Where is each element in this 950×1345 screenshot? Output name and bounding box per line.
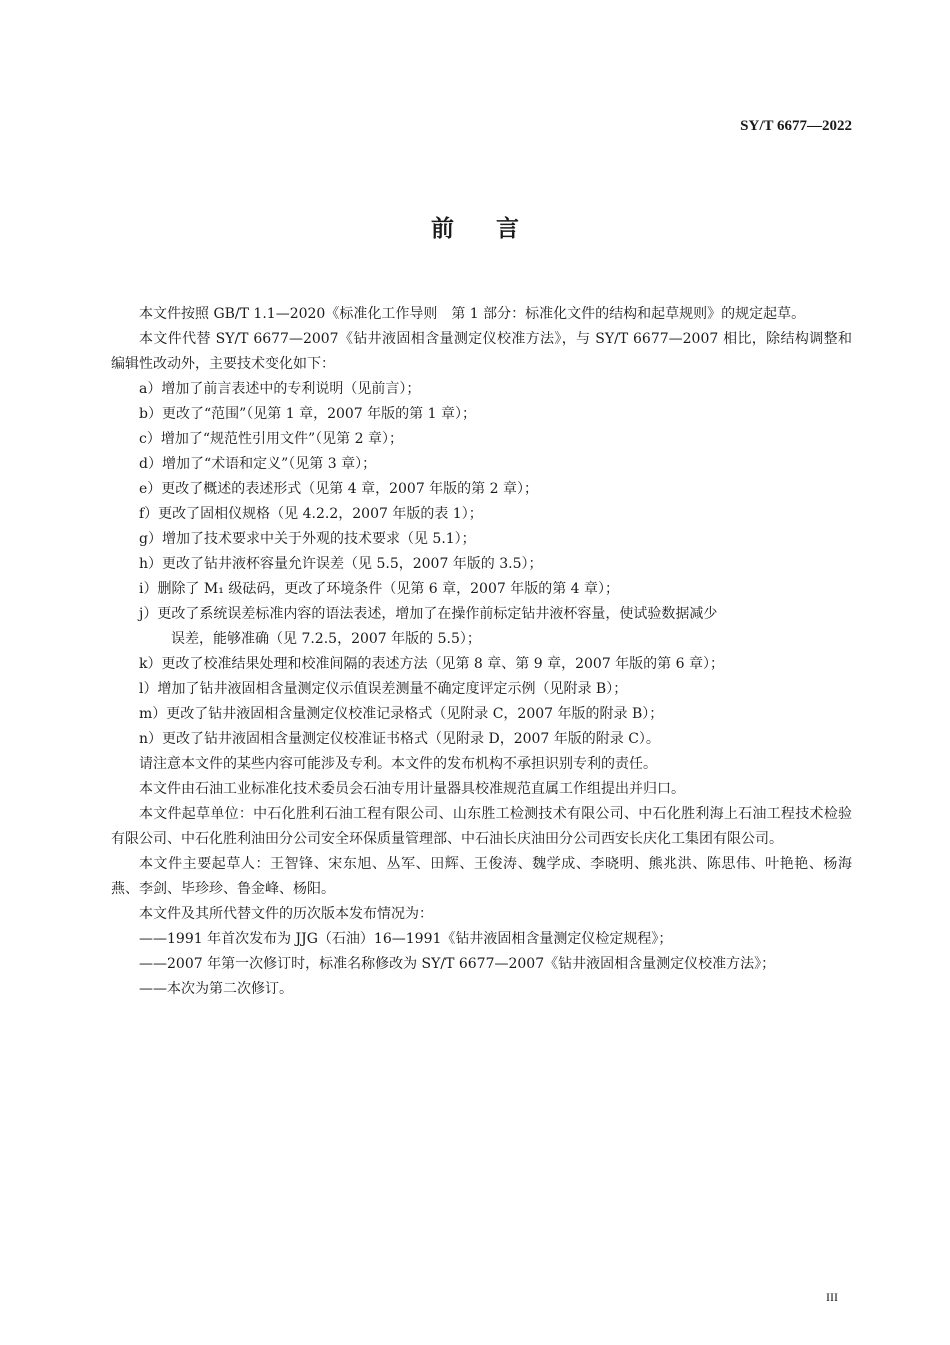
- list-item: b）更改了“范围”（见第 1 章，2007 年版的第 1 章）；: [139, 406, 476, 422]
- history-item: ——本次为第二次修订。: [139, 981, 293, 997]
- list-item: c）增加了“规范性引用文件”（见第 2 章）；: [139, 431, 403, 447]
- list-item: h）更改了钻井液杯容量允许误差（见 5.5，2007 年版的 3.5）；: [139, 556, 543, 572]
- history-intro: 本文件及其所代替文件的历次版本发布情况为：: [139, 906, 433, 922]
- paragraph-replacement: 本文件代替 SY/T 6677—2007《钻井液固相含量测定仪校准方法》，与 SY/T 6677—2007 相比，除结构调整和编辑性改动外，主要技术变化如下：: [111, 331, 852, 372]
- history-item: ——1991 年首次发布为 JJG（石油）16—1991《钻井液固相含量测定仪检定规程》；: [139, 931, 673, 947]
- list-item: d）增加了“术语和定义”（见第 3 章）；: [139, 456, 377, 472]
- list-item: l）增加了钻井液固相含量测定仪示值误差测量不确定度评定示例（见附录 B）；: [139, 681, 628, 697]
- patent-notice: 请注意本文件的某些内容可能涉及专利。本文件的发布机构不承担识别专利的责任。: [139, 756, 657, 772]
- standard-code: SY/T 6677—2022: [740, 118, 852, 134]
- list-item: f）更改了固相仪规格（见 4.2.2，2007 年版的表 1）；: [139, 506, 483, 522]
- list-item-continuation: 误差，能够准确（见 7.2.5，2007 年版的 5.5）；: [171, 631, 481, 647]
- foreword-body: [111, 302, 852, 1002]
- history-item: ——2007 年第一次修订时，标准名称修改为 SY/T 6677—2007《钻井液固相含量测定仪校准方法》；: [139, 956, 776, 972]
- list-item: k）更改了校准结果处理和校准间隔的表述方法（见第 8 章、第 9 章，2007 年版的第 6 章）；: [139, 656, 724, 672]
- list-item: n）更改了钻井液固相含量测定仪校准证书格式（见附录 D，2007 年版的附录 C）。: [139, 731, 660, 747]
- history-list: [111, 927, 852, 1002]
- proposer-statement: 本文件由石油工业标准化技术委员会石油专用计量器具校准规范直属工作组提出并归口。: [139, 781, 685, 797]
- list-item: a）增加了前言表述中的专利说明（见前言）；: [139, 381, 421, 397]
- page-title: 前言: [431, 216, 561, 242]
- list-item: e）更改了概述的表述形式（见第 4 章，2007 年版的第 2 章）；: [139, 481, 538, 497]
- page-number: III: [826, 1290, 838, 1304]
- drafters: 本文件主要起草人：王智锋、宋东旭、丛军、田辉、王俊涛、魏学成、李晓明、熊兆洪、陈思伟、叶艳艳、杨海燕、李剑、毕珍珍、鲁金峰、杨阳。: [111, 856, 852, 897]
- paragraph-basis: 本文件按照 GB/T 1.1—2020《标准化工作导则 第 1 部分：标准化文件的结构和起草规则》的规定起草。: [139, 306, 806, 322]
- changes-list: [111, 377, 852, 752]
- list-item: i）删除了 M₁ 级砝码，更改了环境条件（见第 6 章，2007 年版的第 4 章）；: [139, 581, 620, 597]
- list-item: g）增加了技术要求中关于外观的技术要求（见 5.1）；: [139, 531, 476, 547]
- list-item: [111, 602, 852, 652]
- drafting-units: 本文件起草单位：中石化胜利石油工程有限公司、山东胜工检测技术有限公司、中石化胜利海上石油工程技术检验有限公司、中石化胜利油田分公司安全环保质量管理部、中石油长庆油田分公司西安长庆化工集团有限公司。: [111, 806, 852, 847]
- list-item-line: j）更改了系统误差标准内容的语法表述，增加了在操作前标定钻井液杯容量，使试验数据减少: [139, 606, 718, 622]
- list-item: m）更改了钻井液固相含量测定仪校准记录格式（见附录 C，2007 年版的附录 B）；: [139, 706, 664, 722]
